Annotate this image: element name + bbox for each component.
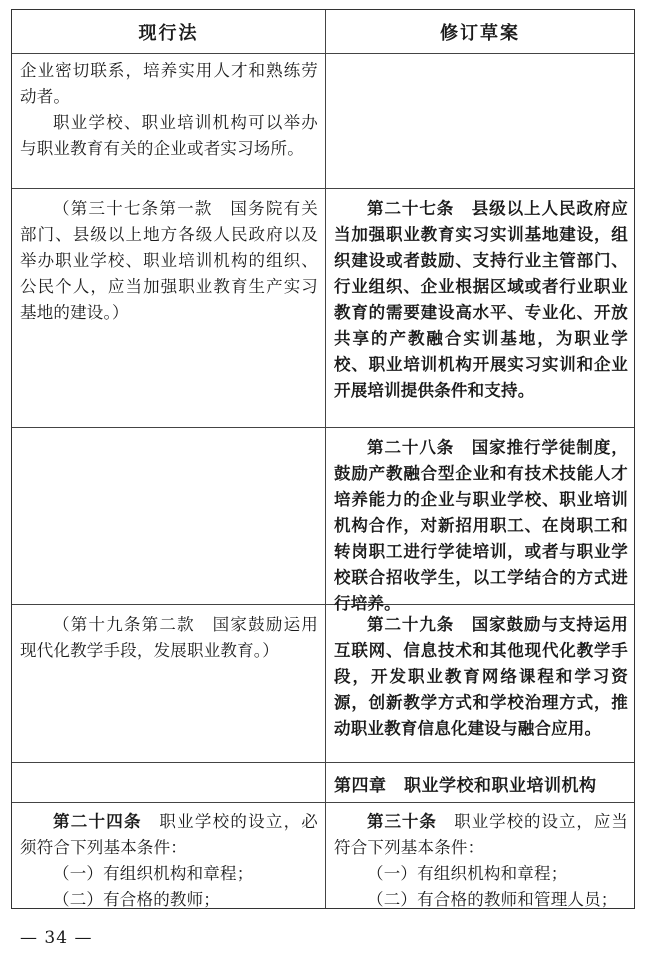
row4-left-cell: [20, 612, 318, 664]
row2-left-text: （第三十七条第一款 国务院有关部门、县级以上地方各级人民政府以及举办职业学校、职业培训机构的组织、公民个人，应当加强职业教育生产实习基地的建设。）: [20, 199, 318, 322]
row-divider: [12, 762, 634, 763]
row-divider: [12, 188, 634, 189]
article-24-item: （一）有组织机构和章程；: [53, 864, 254, 883]
article-27-text: 县级以上人民政府应当加强职业教育实习实训基地建设，组织建设或者鼓励、支持行业主管部门、行业组织、企业根据区域或者行业职业教育的需要建设高水平、专业化、开放共享的产教融合实训基地，为职业学校、职业培训机构开展实习实训和企业开展培训提供条件和支持。: [334, 199, 628, 400]
article-27-title: 第二十七条: [367, 199, 455, 218]
article-28-text: 第二十八条 国家推行学徒制度，鼓励产教融合型企业和有技术技能人才培养能力的企业与职业学校、职业培训机构合作，对新招用职工、在岗职工和转岗职工进行学徒培训，或者与职业学校联合招收学生，以工学结合的方式进行培养。: [334, 438, 628, 613]
row-divider: [12, 427, 634, 428]
row2-right-cell: [334, 196, 628, 404]
row4-right-cell: [334, 612, 628, 742]
comparison-table: [11, 9, 635, 909]
row2-left-cell: [20, 196, 318, 326]
article-24-item: （二）有合格的教师；: [53, 890, 220, 909]
row1-left-text: 企业密切联系，培养实用人才和熟练劳动者。: [20, 61, 318, 106]
header-current-law: 现行法: [138, 22, 199, 44]
row4-left-text: （第十九条第二款 国家鼓励运用现代化教学手段，发展职业教育。）: [20, 615, 318, 660]
chapter-heading: 第四章 职业学校和职业培训机构: [334, 776, 597, 796]
row1-left-cell: [20, 58, 318, 162]
row-divider: [12, 802, 634, 803]
column-divider: [325, 10, 326, 908]
header-revised-draft: 修订草案: [440, 22, 520, 44]
row6-right-cell: [334, 809, 628, 913]
article-30-item: （一）有组织机构和章程；: [367, 864, 568, 883]
row-divider: [12, 53, 634, 54]
row3-right-cell: [334, 435, 628, 617]
article-24-title: 第二十四条: [53, 812, 142, 831]
row6-left-cell: [20, 809, 318, 913]
article-29-title: 第二十九条: [367, 615, 455, 634]
article-30-title: 第三十条: [367, 812, 437, 831]
article-30-text: 职业学校的设立，应当符合下列基本条件：: [334, 812, 628, 857]
article-29-text: 国家鼓励与支持运用互联网、信息技术和其他现代化教学手段，开发职业教育网络课程和学习资源，创新教学方式和学校治理方式，推动职业教育信息化建设与融合应用。: [334, 615, 628, 738]
article-24-text: 职业学校的设立，必须符合下列基本条件：: [20, 812, 319, 857]
article-30-item: （二）有合格的教师和管理人员；: [367, 890, 618, 909]
row1-left-text: 职业学校、职业培训机构可以举办与职业教育有关的企业或者实习场所。: [20, 113, 318, 158]
page-number: — 34 —: [20, 928, 93, 948]
